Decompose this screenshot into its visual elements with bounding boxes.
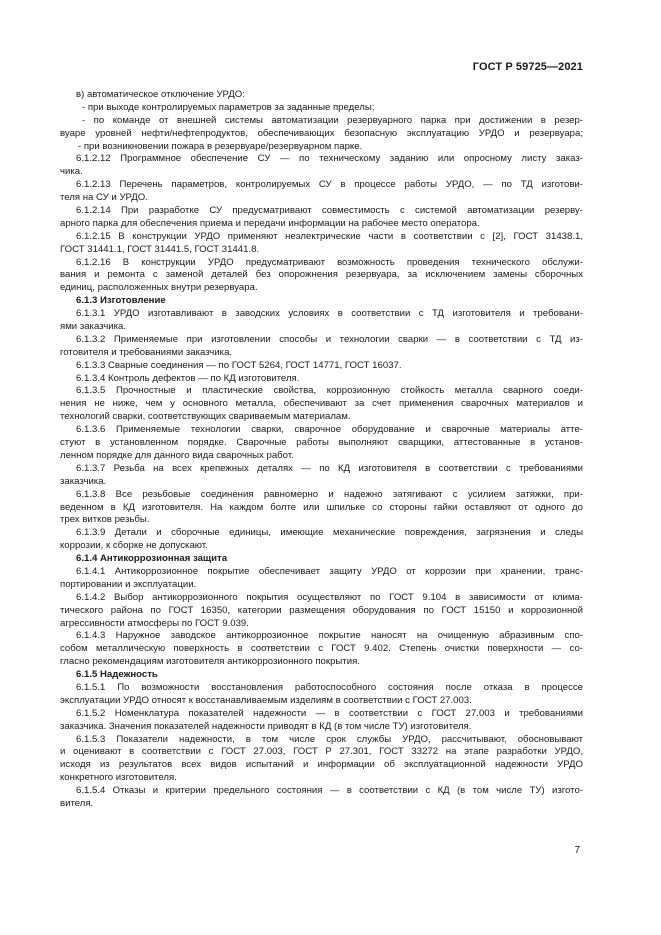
text-line: конкретного изготовителя.: [60, 772, 177, 784]
text-line: агрессивности атмосферы по ГОСТ 9.039.: [60, 617, 249, 629]
section-heading: 6.1.3 Изготовление: [76, 295, 166, 307]
text-line: и оценивают в соответствии с ГОСТ 27.003, ГОСТ Р 27.301, ГОСТ 33272 на этапе разработки УРДО,: [60, 746, 583, 758]
text-line: вителя.: [60, 797, 94, 809]
text-line: 6.1.3.8 Все резьбовые соединения равномерно и надежно затягивают с усилием затяжки, при-: [76, 488, 583, 500]
text-line: 6.1.2.12 Программное обеспечение СУ — по техническому заданию или опросному листу заказ-: [76, 153, 583, 165]
section-heading: 6.1.4 Антикоррозионная защита: [76, 553, 228, 565]
text-line: 6.1.3.4 Контроль дефектов — по КД изготовителя.: [76, 372, 300, 384]
text-line: 6.1.4.3 Наружное заводское антикоррозионное покрытие наносят на очищенную абразивным спо-: [76, 630, 583, 642]
text-line: в) автоматическое отключение УРДО:: [76, 89, 245, 100]
text-line: единиц, расположенных внутри резервуара.: [60, 282, 258, 294]
text-line: 6.1.5.1 По возможности восстановления работоспособного состояния после отказа в процессе: [76, 681, 583, 693]
text-line: 6.1.3.9 Детали и сборочные единицы, имеющие механические повреждения, загрязнения и следы: [76, 527, 583, 539]
text-line: 6.1.3.6 Применяемые технологии сварки, сварочное оборудование и сварочные материалы атте-: [76, 424, 583, 436]
text-line: 6.1.3.7 Резьба на всех крепежных деталях — по КД изготовителя в соответствии с требованиями: [76, 462, 583, 474]
text-line: 6.1.2.15 В конструкции УРДО применяют неэлектрические части в соответствии с [2], ГОСТ 31438.1,: [76, 230, 583, 242]
text-line: ГОСТ 31441.1, ГОСТ 31441.5, ГОСТ 31441.8.: [60, 243, 260, 255]
text-line: 6.1.2.13 Перечень параметров, контролируемых СУ в процессе работы УРДО, — по ТД изготови-: [76, 179, 583, 191]
text-line: технологий сварки, соответствующих свариваемым материалам.: [60, 411, 351, 423]
section-heading: 6.1.5 Надежность: [76, 669, 158, 681]
text-line: 6.1.2.16 В конструкции УРДО предусматривают возможность проведения технического обслужи-: [76, 256, 583, 268]
text-line: - по команде от внешней системы автоматизации резервуарного парка при достижении в резер-: [82, 114, 583, 126]
text-line: готовителя и требованиями заказчика.: [60, 346, 233, 358]
text-line: заказчика. Значения показателей надежности приводят в КД (в том числе ТУ) изготовителя.: [60, 720, 472, 732]
text-line: портировании и эксплуатации.: [60, 578, 197, 590]
text-line: 6.1.5.2 Номенклатура показателей надежности — в соответствии с ГОСТ 27.003 и требованиями: [76, 707, 583, 719]
text-line: вуаре уровней нефти/нефтепродуктов, обеспечивающих безопасную эксплуатацию УРДО и резервуара;: [60, 127, 583, 139]
text-line: - при возникновении пожара в резервуаре/резервуарном парке.: [78, 140, 363, 152]
document-header: ГОСТ Р 59725—2021: [472, 61, 583, 73]
text-line: ленном порядке для данного вида сварочных работ.: [60, 449, 294, 461]
text-line: веденном в КД изготовителя. На каждом болте или шпильке со стороны гайки оставляют от одного до: [60, 501, 583, 513]
text-line: собом металлическую поверхность в соответствии с ГОСТ 9.402. Степень очистки поверхности — со-: [60, 643, 583, 655]
text-line: 6.1.5.4 Отказы и критерии предельного состояния — в соответствии с КД (в том числе ТУ) изгото-: [76, 785, 583, 797]
text-line: 6.1.3.5 Прочностные и пластические свойства, коррозионную стойкость металла сварного соеди-: [76, 385, 583, 397]
text-line: исходя из результатов всех видов испытаний и информации об эксплуатационной надежности УРДО: [60, 759, 583, 771]
text-line: - при выходе контролируемых параметров за заданные пределы;: [82, 101, 375, 113]
text-line: 6.1.2.14 При разработке СУ предусматривают совместимость с системой автоматизации резерву-: [76, 205, 583, 217]
text-line: стуют в установленном порядке. Сварочные работы выполняют сварщики, аттестованные в установ-: [60, 437, 583, 449]
text-line: трех витков резьбы.: [60, 514, 150, 526]
text-line: гласно рекомендациям изготовителя антикоррозионного покрытия.: [60, 656, 360, 668]
text-line: теля на СУ и УРДО.: [60, 192, 148, 204]
text-line: заказчика.: [60, 475, 107, 487]
text-line: эксплуатации УРДО относят к восстанавливаемым изделиям в соответствии с ГОСТ 27.003.: [60, 694, 472, 706]
text-line: коррозии, к сборке не допускают.: [60, 540, 208, 552]
text-line: вания и ремонта с заменой деталей без опорожнения резервуара, за исключением замены сборочных: [60, 269, 583, 281]
text-line: 6.1.4.2 Выбор антикоррозионного покрытия осуществляют по ГОСТ 9.104 в зависимости от клима-: [76, 591, 583, 603]
text-line: 6.1.3.1 УРДО изготавливают в заводских условиях в соответствии с ТД изготовителя и требовани-: [76, 308, 583, 320]
text-line: 6.1.3.3 Сварные соединения — по ГОСТ 5264, ГОСТ 14771, ГОСТ 16037.: [76, 359, 402, 371]
text-line: 6.1.3.2 Применяемые при изготовлении способы и технологии сварки — в соответствии с ТД из-: [76, 333, 583, 345]
text-line: чика.: [60, 166, 83, 178]
text-line: 6.1.4.1 Антикоррозионное покрытие обеспечивает защиту УРДО от коррозии при хранении, транс-: [76, 565, 583, 577]
document-body: [60, 89, 583, 811]
page-number: 7: [574, 845, 580, 856]
text-line: арного парка для обеспечения приема и передачи информации на рабочее место оператора.: [60, 217, 480, 229]
text-line: 6.1.5.3 Показатели надежности, в том числе срок службы УРДО, рассчитывают, обосновывают: [76, 733, 583, 745]
text-line: нения не ниже, чем у основного металла, обеспечивают за счет применения сварочных материалов и: [60, 398, 583, 410]
text-line: ями заказчика.: [60, 321, 127, 333]
text-line: тического района по ГОСТ 16350, категории размещения оборудования по ГОСТ 15150 и коррозионной: [60, 604, 583, 616]
